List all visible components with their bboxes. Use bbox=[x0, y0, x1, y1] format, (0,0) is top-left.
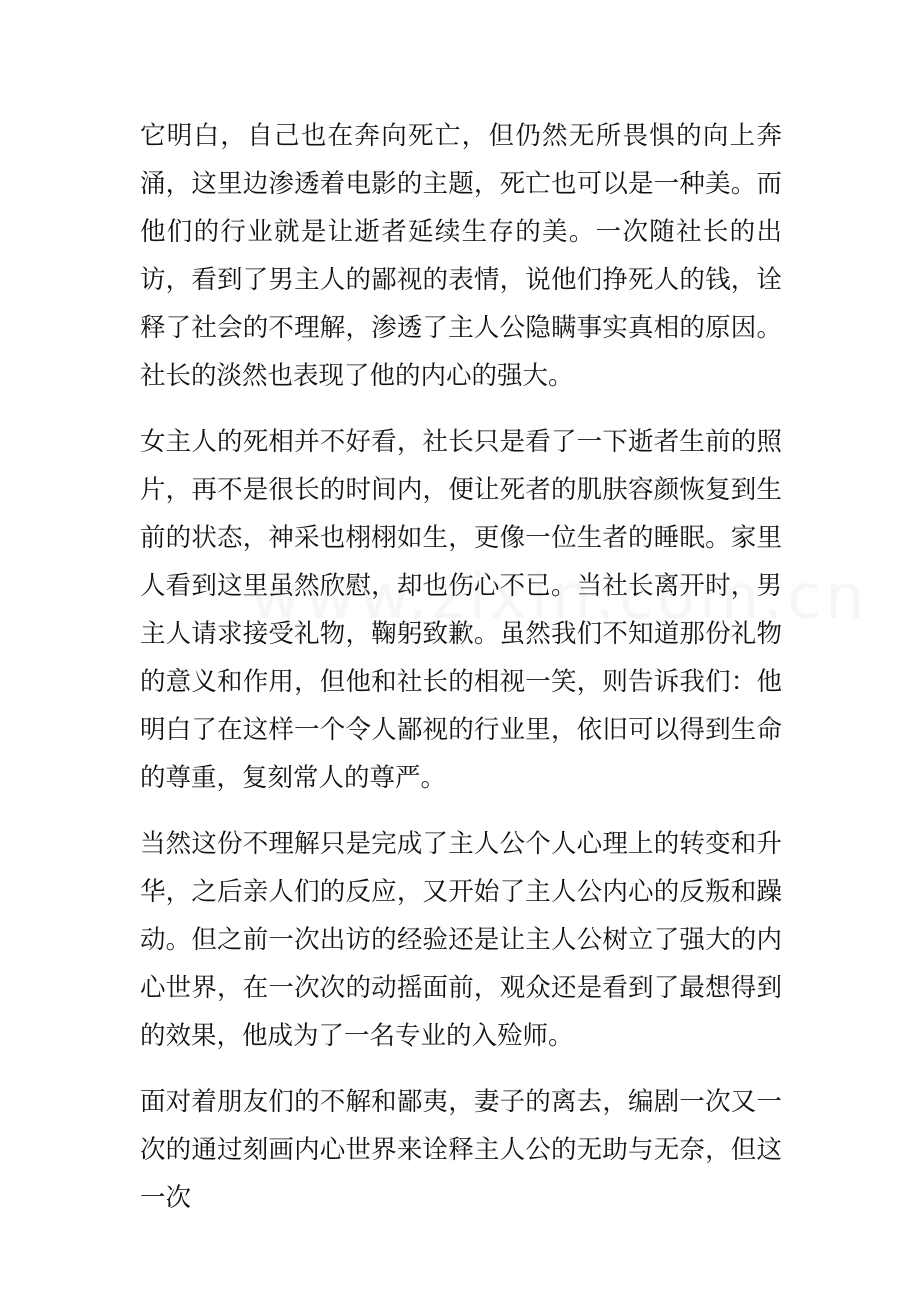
paragraph-4: 面对着朋友们的不解和鄙夷，妻子的离去，编剧一次又一次的通过刻画内心世界来诠释主人公的无助与无奈，但这一次 bbox=[140, 1087, 782, 1213]
paragraph-3: 当然这份不理解只是完成了主人公个人心理上的转变和升华，之后亲人们的反应，又开始了主人公内心的反叛和躁动。但之前一次出访的经验还是让主人公树立了强大的内心世界，在一次次的动摇面前，观众还是看到了最想得到的效果，他成为了一名专业的入殓师。 bbox=[140, 829, 782, 1051]
document-body bbox=[140, 112, 782, 1240]
paragraph-1: 它明白，自己也在奔向死亡，但仍然无所畏惧的向上奔涌，这里边渗透着电影的主题，死亡也可以是一种美。而他们的行业就是让逝者延续生存的美。一次随社长的出访，看到了男主人的鄙视的表情，说他们挣死人的钱，诠释了社会的不理解，渗透了主人公隐瞒事实真相的原因。社长的淡然也表现了他的内心的强大。 bbox=[140, 121, 782, 391]
paragraph-2: 女主人的死相并不好看，社长只是看了一下逝者生前的照片，再不是很长的时间内，便让死者的肌肤容颜恢复到生前的状态，神采也栩栩如生，更像一位生者的睡眠。家里人看到这里虽然欣慰，却也伤心不已。当社长离开时，男主人请求接受礼物，鞠躬致歉。虽然我们不知道那份礼物的意义和作用，但他和社长的相视一笑，则告诉我们：他明白了在这样一个令人鄙视的行业里，依旧可以得到生命的尊重，复刻常人的尊严。 bbox=[140, 427, 782, 793]
